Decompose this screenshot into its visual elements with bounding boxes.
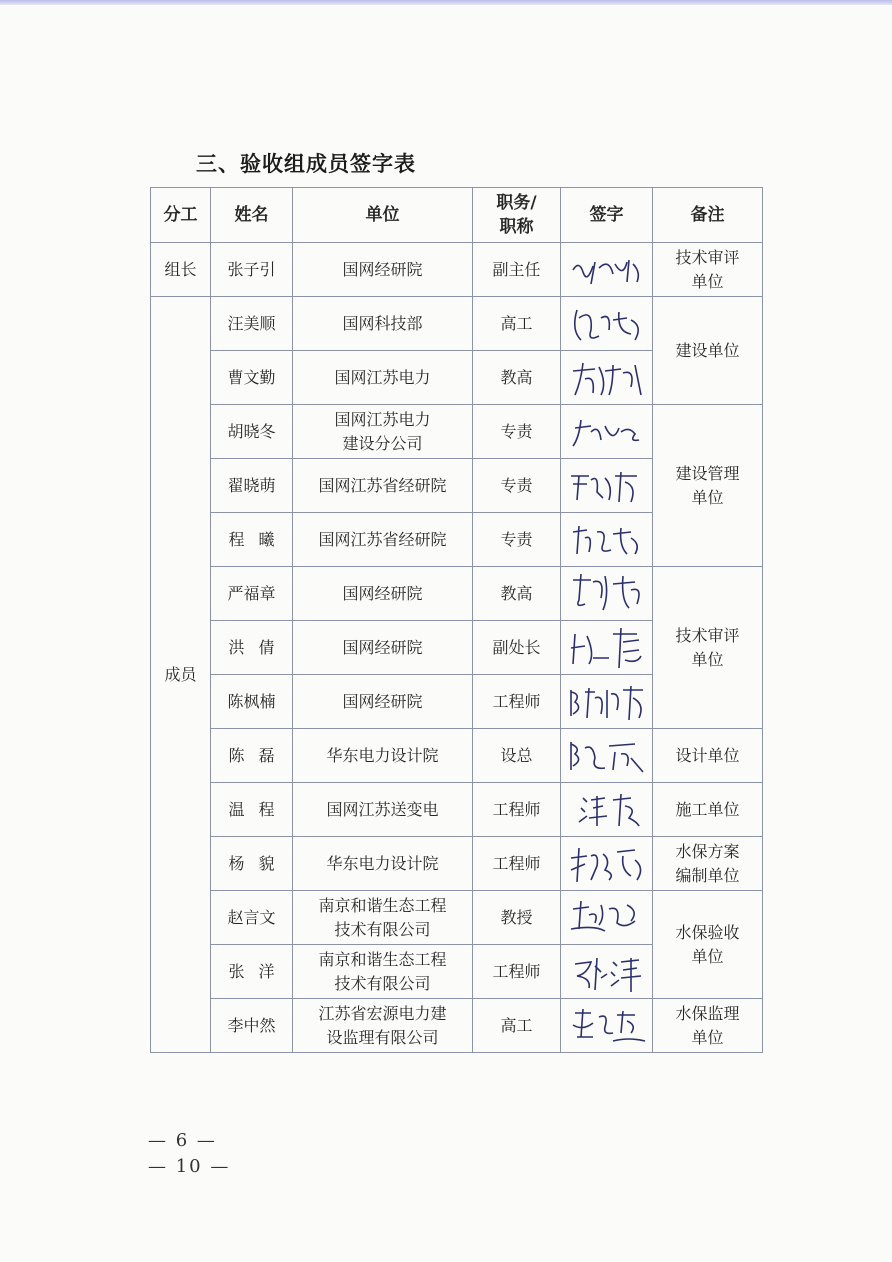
remark-cell: 水保验收 单位 xyxy=(653,891,763,999)
name-cell: 胡晓冬 xyxy=(211,405,293,459)
remark-cell: 技术审评 单位 xyxy=(653,243,763,297)
handwritten-signature xyxy=(565,248,649,292)
signature-cell xyxy=(561,675,653,729)
name-cell: 曹文勤 xyxy=(211,351,293,405)
page-number-inner: — 6 — xyxy=(148,1130,217,1151)
handwritten-signature xyxy=(565,518,649,562)
remark-cell: 建设管理 单位 xyxy=(653,405,763,567)
signature-cell xyxy=(561,513,653,567)
unit-cell: 国网经研院 xyxy=(293,243,473,297)
handwritten-signature xyxy=(565,786,649,834)
handwritten-signature xyxy=(565,355,649,401)
role-leader: 组长 xyxy=(151,243,211,297)
remark-cell: 施工单位 xyxy=(653,783,763,837)
handwritten-signature xyxy=(565,680,649,724)
remark-cell: 建设单位 xyxy=(653,297,763,405)
remark-cell: 设计单位 xyxy=(653,729,763,783)
section-heading: 三、验收组成员签字表 xyxy=(196,152,416,176)
unit-cell: 国网科技部 xyxy=(293,297,473,351)
signature-cell xyxy=(561,459,653,513)
signature-cell xyxy=(561,567,653,621)
title-cell: 设总 xyxy=(473,729,561,783)
title-cell: 高工 xyxy=(473,297,561,351)
handwritten-signature xyxy=(565,300,649,348)
name-cell: 严福章 xyxy=(211,567,293,621)
name-cell: 李中然 xyxy=(211,999,293,1053)
scan-top-edge xyxy=(0,0,892,5)
table-row xyxy=(151,729,763,783)
handwritten-signature xyxy=(565,948,649,996)
title-cell: 工程师 xyxy=(473,675,561,729)
name-cell: 张洋 xyxy=(211,945,293,999)
table-header-row xyxy=(151,188,763,243)
unit-cell: 国网经研院 xyxy=(293,567,473,621)
name-cell: 温程 xyxy=(211,783,293,837)
name-cell: 陈枫楠 xyxy=(211,675,293,729)
header-remark: 备注 xyxy=(653,188,763,243)
unit-cell: 华东电力设计院 xyxy=(293,837,473,891)
unit-cell: 南京和谐生态工程 技术有限公司 xyxy=(293,891,473,945)
signature-cell xyxy=(561,783,653,837)
signature-cell xyxy=(561,297,653,351)
remark-cell: 水保监理 单位 xyxy=(653,999,763,1053)
role-member: 成员 xyxy=(151,297,211,1053)
title-cell: 工程师 xyxy=(473,945,561,999)
unit-cell: 国网经研院 xyxy=(293,675,473,729)
unit-cell: 国网江苏省经研院 xyxy=(293,459,473,513)
unit-cell: 国网江苏电力 建设分公司 xyxy=(293,405,473,459)
title-cell: 教授 xyxy=(473,891,561,945)
header-role: 分工 xyxy=(151,188,211,243)
title-cell: 专责 xyxy=(473,513,561,567)
title-cell: 教高 xyxy=(473,567,561,621)
signature-cell xyxy=(561,891,653,945)
remark-cell: 技术审评 单位 xyxy=(653,567,763,729)
title-cell: 工程师 xyxy=(473,837,561,891)
unit-cell: 南京和谐生态工程 技术有限公司 xyxy=(293,945,473,999)
unit-cell: 国网经研院 xyxy=(293,621,473,675)
name-cell: 程曦 xyxy=(211,513,293,567)
header-signature: 签字 xyxy=(561,188,653,243)
title-cell: 工程师 xyxy=(473,783,561,837)
header-unit: 单位 xyxy=(293,188,473,243)
handwritten-signature xyxy=(565,624,649,672)
title-cell: 副主任 xyxy=(473,243,561,297)
remark-cell: 水保方案 编制单位 xyxy=(653,837,763,891)
handwritten-signature xyxy=(565,464,649,508)
header-name: 姓名 xyxy=(211,188,293,243)
signature-cell xyxy=(561,351,653,405)
table-row xyxy=(151,891,763,945)
title-cell: 教高 xyxy=(473,351,561,405)
unit-cell: 国网江苏送变电 xyxy=(293,783,473,837)
table-row xyxy=(151,567,763,621)
signature-cell xyxy=(561,405,653,459)
handwritten-signature xyxy=(565,1003,649,1049)
header-title: 职务/ 职称 xyxy=(473,188,561,243)
page-number-outer: — 10 — xyxy=(148,1156,231,1177)
signature-cell xyxy=(561,243,653,297)
table-row xyxy=(151,243,763,297)
name-cell: 陈磊 xyxy=(211,729,293,783)
signature-table xyxy=(150,187,763,1053)
handwritten-signature xyxy=(565,895,649,941)
signature-cell xyxy=(561,621,653,675)
handwritten-signature xyxy=(565,840,649,888)
name-cell: 赵言文 xyxy=(211,891,293,945)
table-row xyxy=(151,405,763,459)
title-cell: 高工 xyxy=(473,999,561,1053)
name-cell: 汪美顺 xyxy=(211,297,293,351)
signature-cell xyxy=(561,729,653,783)
table-row xyxy=(151,999,763,1053)
unit-cell: 国网江苏省经研院 xyxy=(293,513,473,567)
handwritten-signature xyxy=(565,410,649,454)
title-cell: 专责 xyxy=(473,459,561,513)
name-cell: 翟晓萌 xyxy=(211,459,293,513)
name-cell: 张子引 xyxy=(211,243,293,297)
unit-cell: 国网江苏电力 xyxy=(293,351,473,405)
handwritten-signature xyxy=(565,734,649,778)
signature-cell xyxy=(561,837,653,891)
unit-cell: 江苏省宏源电力建 设监理有限公司 xyxy=(293,999,473,1053)
title-cell: 专责 xyxy=(473,405,561,459)
title-cell: 副处长 xyxy=(473,621,561,675)
table-row xyxy=(151,783,763,837)
table-row xyxy=(151,837,763,891)
handwritten-signature xyxy=(565,570,649,618)
name-cell: 洪倩 xyxy=(211,621,293,675)
signature-cell xyxy=(561,999,653,1053)
unit-cell: 华东电力设计院 xyxy=(293,729,473,783)
signature-cell xyxy=(561,945,653,999)
name-cell: 杨貌 xyxy=(211,837,293,891)
table-row xyxy=(151,297,763,351)
